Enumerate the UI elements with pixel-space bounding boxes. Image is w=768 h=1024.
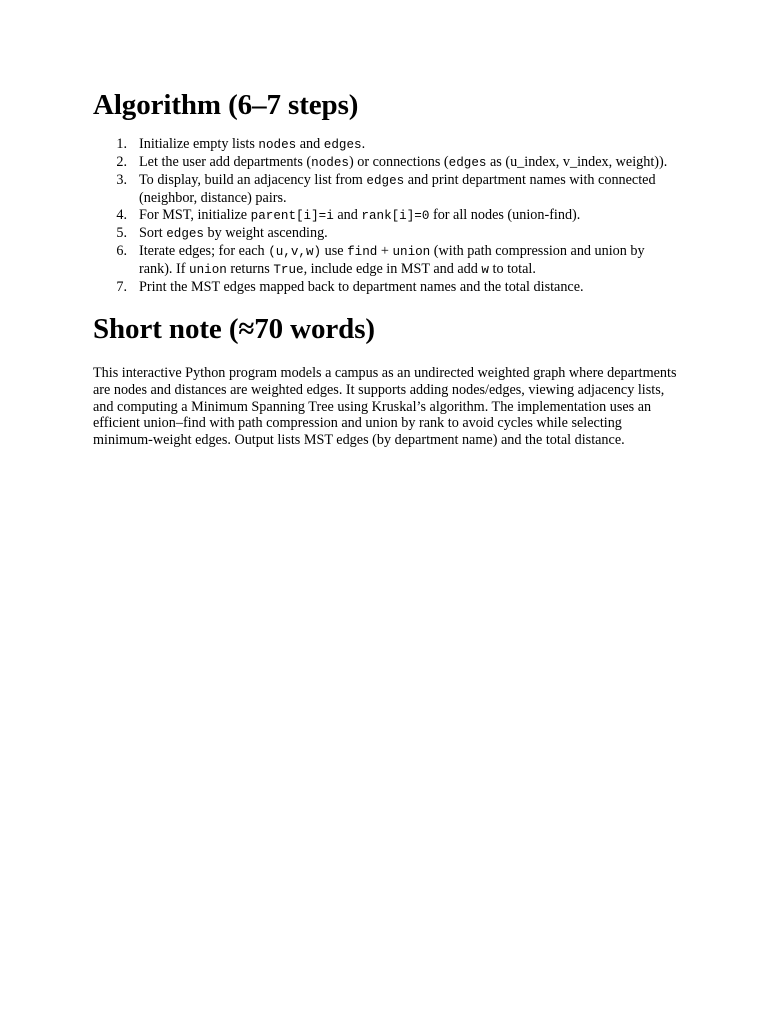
step-text: by weight ascending. [204,225,328,241]
step-text: ) or connections ( [348,154,449,170]
step-text: and print department names with connected (neighbor, distance) pairs. [139,172,656,206]
inline-code: union [392,245,431,259]
algorithm-step-4 [93,207,678,225]
step-text: Print the MST edges mapped back to department names and the total distance. [139,279,584,295]
step-number: 4. [116,207,127,223]
step-text: Initialize empty lists [139,136,259,152]
algorithm-heading: Algorithm (6–7 steps) [93,89,359,121]
inline-code: find [347,245,378,259]
step-number: 3. [116,172,127,188]
step-number: 7. [116,279,127,295]
step-number: 1. [116,136,127,152]
inline-code: edges [166,227,204,241]
document-body [93,86,678,449]
inline-code: (u,v,w) [268,245,322,259]
algorithm-step-3 [93,172,678,207]
step-text: . [361,136,366,152]
step-text: (with path compression and union by rank). If [139,243,645,277]
step-text: and [333,207,362,223]
algorithm-step-6 [93,243,678,279]
inline-code: rank[i]=0 [361,209,430,223]
step-text: use [321,243,348,259]
inline-code: nodes [258,138,297,152]
step-number: 5. [116,225,127,241]
step-text: Iterate edges; for each [139,243,269,259]
step-number: 6. [116,243,127,259]
step-text: to total. [488,261,536,277]
step-text: as (u_index, v_index, weight)). [486,154,668,170]
step-text: for all nodes (union-find). [429,207,581,223]
algorithm-step-5 [93,225,678,243]
step-text: + [377,243,393,259]
step-text: returns [226,261,274,277]
algorithm-step-7 [93,279,678,296]
algorithm-step-1 [93,136,678,154]
step-text: To display, build an adjacency list from [139,172,367,188]
step-text: For MST, initialize [139,207,251,223]
inline-code: union [189,263,227,277]
algorithm-step-2 [93,154,678,172]
step-text: Let the user add departments ( [139,154,312,170]
algorithm-steps-list [93,136,678,296]
inline-code: edges [448,156,487,170]
inline-code: True [273,263,304,277]
inline-code: edges [366,174,405,188]
short-note-paragraph: This interactive Python program models a campus as an undirected weighted graph where departments are nodes and distances are weighted edges. It supports adding nodes/edges, viewing adjacency lists, and computing a Minimum Spanning Tree using Kruskal’s algorithm. The implementation uses an efficient union–find with path compression and union by rank to avoid cycles while selecting minimum-weight edges. Output lists MST edges (by department name) and the total distance. [93,365,677,449]
inline-code: w [481,263,489,277]
inline-code: parent[i]=i [250,209,334,223]
step-text: and [296,136,324,152]
step-number: 2. [116,154,127,170]
step-text: Sort [139,225,167,241]
short-note-heading: Short note (≈70 words) [93,313,375,345]
inline-code: edges [323,138,362,152]
step-text: , include edge in MST and add [303,261,482,277]
inline-code: nodes [311,156,349,170]
